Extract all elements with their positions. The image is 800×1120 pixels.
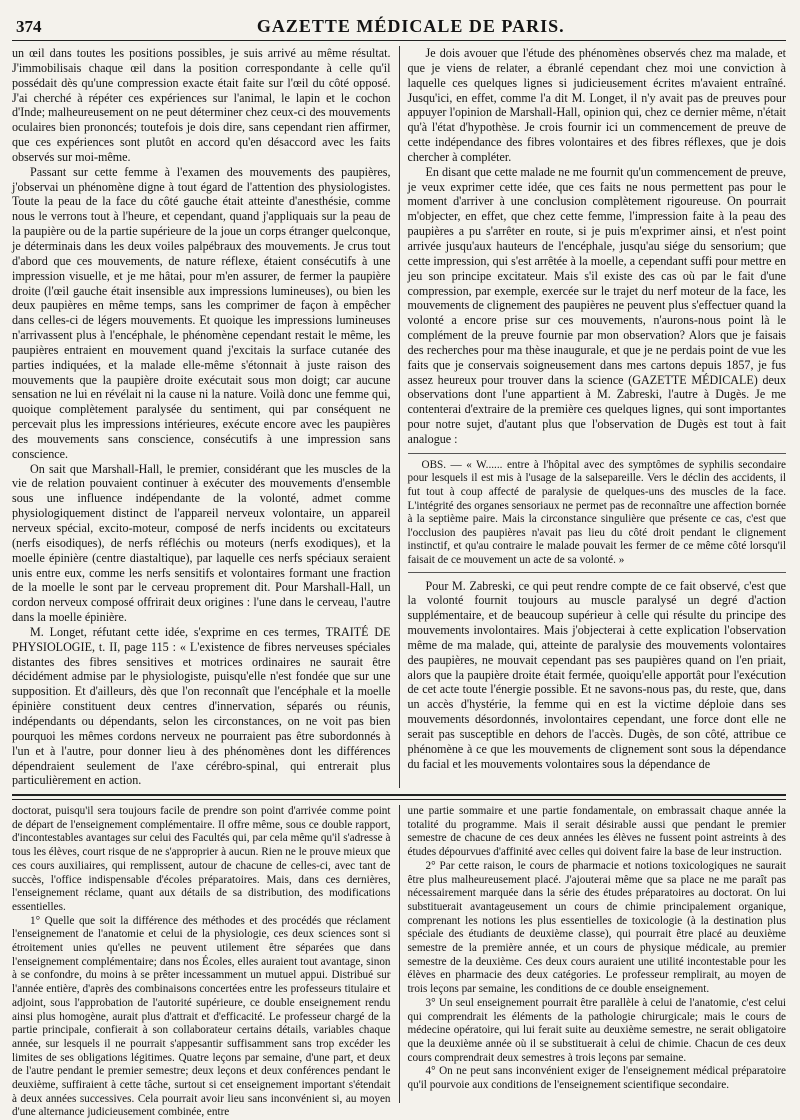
column-right	[400, 46, 787, 788]
paragraph: Passant sur cette femme à l'examen des mouvements des paupières, j'observai un phénomène digne à tout égard de l'attention des physiologistes. Toute la peau de la face du côté gauche était atteinte d'anesthésie, comme nous le verrons tout à l'heure, et cependant, quand j'appliquais sur la peau de la paupière ou de la partie supérieure de la joue un corps étranger quelconque, je déterminais dans les deux voiles palpébraux des mouvements. Je crus tout d'abord que ces mouvements, de nature réflexe, étaient consécutifs à une impression visuelle, et je me hâtai, pour m'en assurer, de fermer la paupière droite (l'œil gauche était insensible aux impressions lumineuses), ou bien les deux paupières en même temps, sans les comprimer de façon à empêcher dans celles-ci de légers mouvements. Et quoique les impressions lumineuses n'arrivassent plus à l'encéphale, le phénomène cependant restait le même, les paupières entraient en mouvement quand j'excitais la surface cutanée des parties indiquées, et la malade elle-même s'étonnait à juste raison des mouvements que la paupière droite exécutait sous mon doigt; car aucune sensation ne lui en révélait ni la cause ni la nature. Voilà donc une femme qui, quoique complètement paralysée du sentiment, qui par conséquent ne percevait plus les impressions intérieures, exécute encore avec les paupières des mouvements sans conscience, consécutifs à une impression sans conscience.	[12, 164, 391, 461]
section-divider-thin	[12, 799, 786, 800]
paragraph: une partie sommaire et une partie fondamentale, on embrassait chaque année la totalité du programme. Mais il serait désirable aussi que pendant le premier semestre de chacune de ces deux années les élèves ne fussent point astreints à des études dépourvues d'affinité avec celles qui doivent faire la base de leur instruction.	[407, 805, 787, 859]
paragraph: On sait que Marshall-Hall, le premier, considérant que les muscles de la vie de relation pouvaient continuer à exécuter des mouvements d'ensemble sous une influence indépendante de la volonté, admet comme physiologiquement distinct de l'appareil nerveux volontaire, un appareil nerveux spécial, excito-moteur, composé de nerfs incidents ou excitateurs (nerfs eisodiques), de nerfs réfléchis ou moteurs (nerfs exodiques), et la moelle épinière (centre diastaltique), par laquelle ces nerfs spéciaux seraient unis entre eux, comme les nerfs sensitifs et volontaires formant une fraction de la moelle le sont par le cerveau proprement dit. Pour Marshall-Hall, un cordon nerveux composé offrirait deux origines : l'une dans le cerveau, l'autre dans la moelle épinière.	[12, 461, 391, 625]
observation-text: OBS. — « W...... entre à l'hôpital avec des symptômes de syphilis secondaire pour lesquels il est mis à l'usage de la salsepareille. Vers le déclin des accidents, il fut tout à coup affecté de paralysie de quelques-uns des muscles de la face. L'intégrité des organes sensoriaux ne permet pas de reconnaître une affection bornée à la septième paire. Mais la circonstance singulière que présente ce cas, c'est que l'occlusion des paupières n'avait pas lieu du côté droit pendant le clignement instinctif, et qu'au contraire le malade pouvait les fermer de ce même côté lorsqu'il faisait de ce mouvement un acte de sa volonté. »	[407, 458, 787, 566]
feuilleton-column-left	[12, 805, 399, 1119]
paragraph: Pour M. Zabreski, ce qui peut rendre compte de ce fait observé, c'est que la volonté fournit toujours au muscle paralysé un degré d'action supplémentaire, et de beaucoup supérieur à celle qui résulte du principe des mouvements involontaires. Mais j'objecterai à cette explication l'observation même de ma malade, qui, atteinte de paralysie des mouvements volontaires des paupières, ne mouvait cependant pas ses paupières quand on l'en priait, alors que la paupière droite était fermée, quoiqu'elle apportât pour l'exécution de cet acte toute l'énergie possible. Et ne savons-nous pas, du reste, que, dans un accès d'hystérie, la femme qui en est la victime déploie dans ses mouvements désordonnés, involontaires cependant, une force dont elle ne serait pas susceptible en dehors de l'accès. Dugès, de son côté, attribue ce phénomène à ce que les mouvements de clignement sont sous la dépendance du facial et les mouvements volontaires sous la dépendance de	[407, 578, 787, 771]
column-left	[12, 46, 399, 788]
paragraph: Je dois avouer que l'étude des phénomènes observés chez ma malade, et que je viens de relater, a ébranlé cependant chez moi une conviction à laquelle ces quelques lignes si judicieusement écrites m'avaient entraîné. Jusqu'ici, en effet, comme l'a dit M. Longet, il n'y avait pas de preuves pour appuyer l'opinion de Marshall-Hall, opinion qui, chez ce dernier même, n'était qu'à l'état d'hypothèse. Je crois fournir ici un commencement de preuve de cette indépendance des fibres volontaires et des fibres réflexes, que je dois chercher à compléter.	[407, 46, 787, 164]
paragraph: 2° Par cette raison, le cours de pharmacie et notions toxicologiques ne saurait être plus malheureusement placé. J'ajouterai même que sa place ne me paraît pas nécessairement marquée dans la série des études préparatoires au doctorat. On lui substituerait avantageusement un cours de chimie principalement organique, comprenant les notions les plus essentielles de toxicologie (à la destination plus spéciale des étudiants de deuxième classe), qui pourrait être placé au deuxième semestre de la première année, et un cours de physique médicale, au premier semestre de la deuxième. Ces deux cours auraient une utilité incontestable pour les élèves en pharmacie des deux catégories. Le professeur remplirait, au moyen de trois leçons par semaine, les conditions de ce double enseignement.	[407, 859, 787, 996]
paragraph: 1° Quelle que soit la différence des méthodes et des procédés que réclament l'enseignement de l'anatomie et celui de la physiologie, ces deux sciences sont si étroitement unies qu'elles ne peuvent utilement être séparées que dans l'enseignement complémentaire; dans nos Écoles, elles auraient tout avantage, sinon à se confondre, du moins à se prêter incessamment un mutuel appui. Distribué sur l'année entière, d'après des combinaisons concertées entre les professeurs titulaire et adjoint, sous l'approbation de l'autorité supérieure, ce double enseignement rendu ainsi plus homogène, aurait plus d'attrait et d'efficacité. Le professeur chargé de la partie principale, confierait à son collaborateur certains détails, variables chaque année, sur lesquels il ne pourrait s'appesantir suffisamment sans trop excéder les limites de ses obligations légitimes. Quatre leçons par semaine, d'une part, et deux de l'autre pendant le premier semestre; deux leçons et deux conférences pendant le deuxième, suffiraient à cette tâche, surtout si cet enseignement important s'étendait à deux années successives. Cela pourrait avoir lieu sans inconvénient si, au moyen d'une alternance judicieusement combinée, entre	[12, 914, 391, 1119]
paragraph: 4° On ne peut sans inconvénient exiger de l'enseignement médical préparatoire qu'il pourvoie aux conditions de l'enseignement scientifique secondaire.	[407, 1065, 787, 1092]
article-continuation	[12, 46, 786, 788]
page-number: 374	[16, 17, 42, 36]
page-header	[12, 16, 786, 41]
paragraph: doctorat, puisqu'il sera toujours facile de prendre son point d'arrivée comme point de départ de l'enseignement complémentaire. Il offre même, sous ce double rapport, d'incontestables avantages sur celui des Facultés qui, par cela même qu'il s'adresse à tous les élèves, court risque de ne s'approprier à aucun. Rien ne le prouve mieux que ces cours auxiliaires, qui remplissent, autour de chacune de celles-ci, avec tant de succès, l'office indispensable d'écoles préparatoires. Mais, dans ces dernières, l'enseignement réclame, quant aux détails de sa distribution, des modifications essentielles.	[12, 805, 391, 913]
paragraph: M. Longet, réfutant cette idée, s'exprime en ces termes, TRAITÉ DE PHYSIOLOGIE, t. II, page 115 : « L'existence de fibres nerveuses spéciales distantes des fibres sensitives et motrices ordinaires ne saurait être décidément admise par le physiologiste, puisqu'elle n'est fondée que sur une supposition. Et d'ailleurs, dès que l'on reconnaît que l'encéphale et la moelle épinière constituent deux centres d'innervation, séparés ou réunis, indépendants ou dépendants, selon les circonstances, on ne voit pas bien pourquoi les mêmes cordons nerveux ne pourraient pas être subordonnés à l'un et à l'autre, pour donner lieu à des phénomènes dont les différences dépendraient seulement de l'axe cérébro-spinal, qui entrerait plus particulièrement en action.	[12, 624, 391, 788]
paragraph: 3° Un seul enseignement pourrait être parallèle à celui de l'anatomie, c'est celui qui comprendrait les éléments de la pathologie chirurgicale; mais le cours de médecine opératoire, qui lui ferait suite au deuxième semestre, ne serait obligatoire que la deuxième année où il se substituerait à celui de chimie. Chacun de ces deux cours comprendrait deux semestres à trois leçons par semaine.	[407, 996, 787, 1064]
paragraph: En disant que cette malade ne me fournit qu'un commencement de preuve, je veux exprimer cette idée, que ces faits ne nous permettent pas pour le moment d'arriver à une conclusion complètement rigoureuse. On pourrait m'objecter, en effet, que chez cette femme, l'impression faite à la peau des paupières a pu s'arrêter en route, si je puis m'exprimer ainsi, et n'est point arrivée jusqu'aux hauteurs de l'encéphale, jusqu'au siége du sensorium; que cette impression, qui s'est arrêtée à la moelle, a cependant suffi pour mettre en jeu son principe excitateur. Mais s'il existe des cas où par le fait d'une compression, par exemple, exercée sur le trajet du nerf moteur de la face, les mouvements de clignement des paupières ne peuvent plus s'effectuer quand la volonté a encore prise sur ces mouvements, n'aurons-nous point là le complément de la preuve fournie par mon observation? Alors que je faisais des recherches pour ma thèse inaugurale, et que je ne perdais point de vue les faits que je conservais soigneusement dans mes cartons depuis 1857, je fus assez heureux pour trouver dans la science (GAZETTE MÉDICALE) deux observations dont l'une appartient à M. Zabreski, l'autre à Dugès. Je me contenterai d'extraire de la première ces quelques lignes, qui sont importantes pour notre sujet, d'autant plus que l'observation de Dugès est tout à fait analogue :	[407, 164, 787, 446]
section-divider	[12, 794, 786, 796]
observation-quote	[408, 453, 787, 573]
paragraph: un œil dans toutes les positions possibles, je suis arrivé au même résultat. J'immobilisais chaque œil dans la position correspondante à celle qu'il possédait dès qu'une compression exacte était faite sur l'œil du côté opposé. J'ai cherché à répéter ces expériences sur l'animal, le lapin et le cochon d'Inde; malheureusement on ne peut déterminer chez ceux-ci des mouvements oculaires bien prononcés; toutefois je dois dire, sans cependant rien affirmer, que ces expériences sont plutôt en accord qu'en désaccord avec les faits observés sur moi-même.	[12, 46, 391, 164]
feuilleton-column-right	[400, 805, 787, 1103]
feuilleton-section	[12, 805, 787, 1119]
journal-title: GAZETTE MÉDICALE DE PARIS.	[256, 16, 565, 36]
